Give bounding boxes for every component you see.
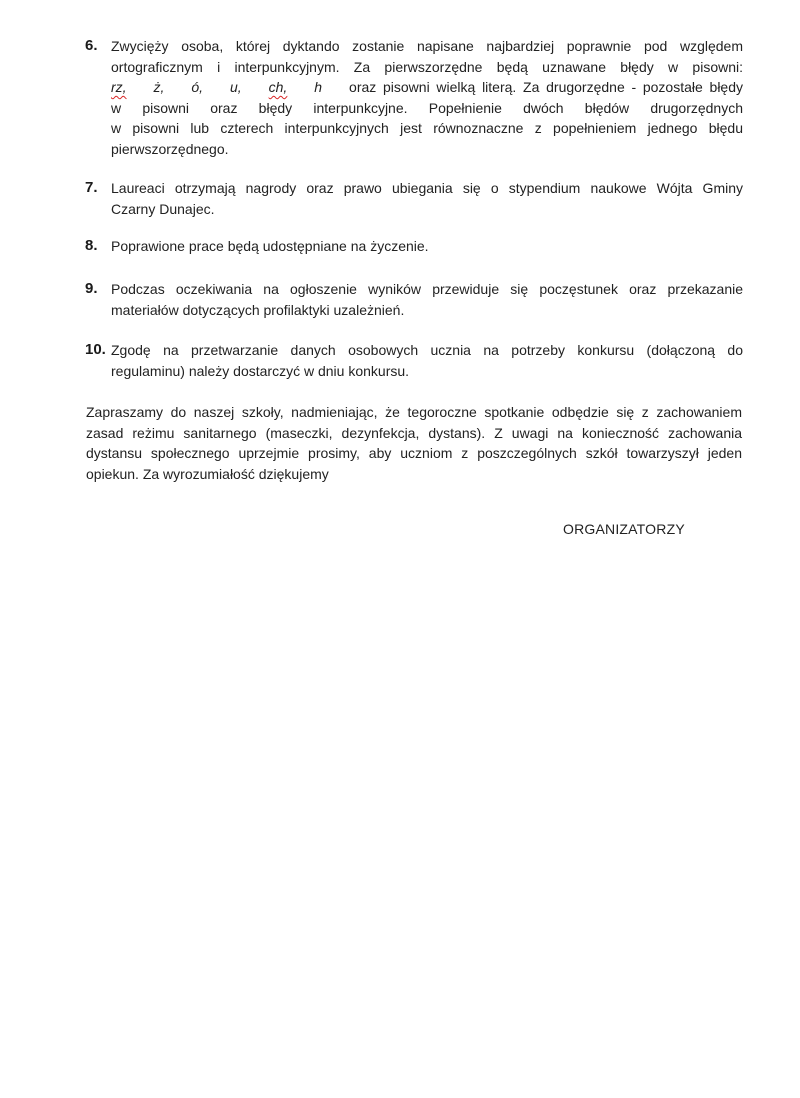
rule-line-rest: oraz pisowni wielką literą. Za drugorzędne - pozostałe błędy [349,79,743,95]
rule-text [111,340,743,381]
rule-line: w pisowni lub czterech interpunkcyjnych jest równoznaczne z popełnieniem jednego błędu [111,120,743,136]
rule-item-7 [85,178,743,219]
rule-item-8 [85,236,743,257]
rule-line: w pisowni oraz błędy interpunkcyjne. Popełnienie dwóch błędów drugorzędnych [111,99,743,116]
rule-line: regulaminu) należy dostarczyć w dniu konkursu. [111,362,410,379]
signature: ORGANIZATORZY [563,521,685,537]
rule-item-6 [85,36,743,159]
letter-item: ch, [268,79,288,95]
rule-text [111,236,743,257]
rule-line: Czarny Dunajec. [111,200,215,217]
rule-line: Zwycięży osoba, której dyktando zostanie napisane najbardziej poprawnie pod względem [111,38,743,54]
rule-number: 7. [85,179,98,196]
rule-line: pierwszorzędnego. [111,140,229,157]
rule-item-9 [85,279,743,320]
rule-number: 10. [85,341,106,358]
closing-line: Zapraszamy do naszej szkoły, nadmieniając, że tegoroczne spotkanie odbędzie się z zachowaniem [86,404,742,420]
rule-line: Laureaci otrzymają nagrody oraz prawo ubiegania się o stypendium naukowe Wójta Gminy [111,180,743,196]
letter-item: rz, [111,79,127,95]
closing-line: dystansu społecznego uprzejmie prosimy, aby uczniom z poszczególnych szkół towarzyszył jeden [86,445,742,461]
closing-line: zasad reżimu sanitarnego (maseczki, dezynfekcja, dystans). Z uwagi na konieczność zachowania [86,424,742,441]
rule-line-letters [111,77,743,98]
rule-number: 8. [85,237,98,254]
rule-text [111,36,743,159]
letter-item: ż, [153,79,165,95]
letter-item: ó, [191,79,204,95]
rule-text [111,279,743,320]
rule-line: Poprawione prace będą udostępniane na życzenie. [111,238,429,254]
letter-item: u, [230,79,242,95]
rule-line: Zgodę na przetwarzanie danych osobowych ucznia na potrzeby konkursu (dołączoną do [111,342,743,358]
closing-line: opiekun. Za wyrozumiałość dziękujemy [86,465,329,482]
rule-number: 6. [85,37,98,54]
rule-line: Podczas oczekiwania na ogłoszenie wyników przewiduje się poczęstunek oraz przekazanie [111,281,743,297]
rule-line: materiałów dotyczących profilaktyki uzależnień. [111,301,405,318]
rule-item-10 [85,340,743,381]
closing-paragraph [86,402,742,484]
rule-number: 9. [85,280,98,297]
letter-item: h [314,79,323,95]
rule-text [111,178,743,219]
rule-line: ortograficznym i interpunkcyjnym. Za pierwszorzędne będą uznawane błędy w pisowni: [111,58,743,75]
